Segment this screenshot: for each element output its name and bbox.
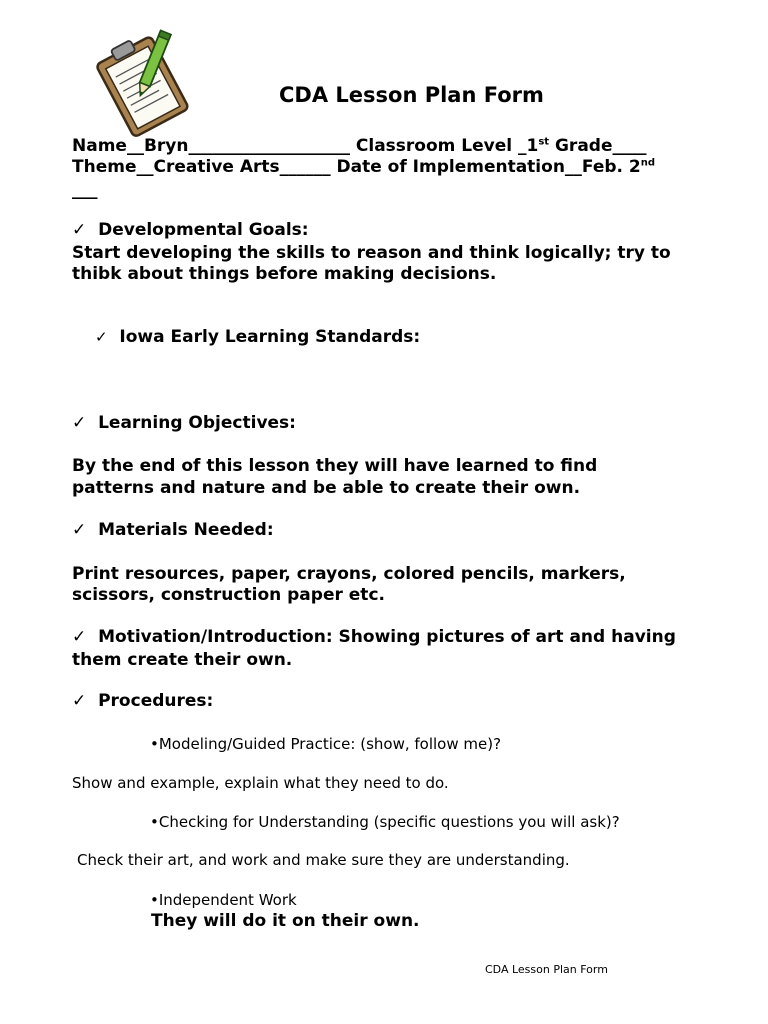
clipboard-pencil-icon: [82, 28, 202, 140]
check-icon: ✓: [72, 413, 87, 433]
footer-text: CDA Lesson Plan Form: [485, 963, 608, 976]
check-icon: ✓: [72, 520, 87, 540]
modeling-text: Show and example, explain what they need to do.: [72, 774, 449, 792]
dev-goals-heading: ✓ Developmental Goals:: [72, 220, 309, 240]
motivation-line-2: them create their own.: [72, 650, 293, 670]
checking-text: Check their art, and work and make sure they are understanding.: [77, 851, 570, 869]
page-title: CDA Lesson Plan Form: [279, 83, 544, 107]
bullet-icon: •: [150, 813, 159, 831]
check-icon: ✓: [72, 627, 87, 647]
objectives-heading: ✓ Learning Objectives:: [72, 413, 296, 433]
modeling-item: •Modeling/Guided Practice: (show, follow me)?: [150, 735, 502, 753]
materials-text-1: Print resources, paper, crayons, colored pencils, markers,: [72, 564, 626, 584]
bullet-icon: •: [150, 735, 159, 753]
grade-text: Grade____: [549, 136, 647, 156]
independent-item: •Independent Work: [150, 891, 297, 909]
independent-text: They will do it on their own.: [151, 911, 420, 931]
check-icon: ✓: [72, 691, 87, 711]
date-tail: ___: [72, 180, 98, 200]
checking-item: •Checking for Understanding (specific questions you will ask)?: [150, 813, 620, 831]
bullet-icon: •: [150, 891, 159, 909]
check-icon: ✓: [95, 328, 108, 346]
procedures-heading: ✓ Procedures:: [72, 691, 214, 711]
objectives-text-1: By the end of this lesson they will have learned to find: [72, 456, 598, 476]
materials-heading: ✓ Materials Needed:: [72, 520, 274, 540]
name-line: [72, 136, 647, 156]
dev-goals-text-1: Start developing the skills to reason and think logically; try to: [72, 243, 671, 263]
dev-goals-text-2: thibk about things before making decisions.: [72, 264, 497, 284]
theme-and-date: Theme__Creative Arts______ Date of Implementation__Feb. 2: [72, 157, 641, 177]
theme-line: [72, 157, 655, 177]
materials-text-2: scissors, construction paper etc.: [72, 585, 385, 605]
objectives-text-2: patterns and nature and be able to create their own.: [72, 478, 581, 498]
check-icon: ✓: [72, 220, 87, 240]
motivation-line-1: ✓ Motivation/Introduction: Showing pictures of art and having: [72, 627, 676, 647]
date-superscript: nd: [640, 157, 656, 169]
grade-superscript: st: [538, 136, 550, 148]
iowa-heading: ✓ Iowa Early Learning Standards:: [95, 327, 421, 347]
name-and-classroom-level: Name__Bryn___________________ Classroom Level _1: [72, 136, 539, 156]
